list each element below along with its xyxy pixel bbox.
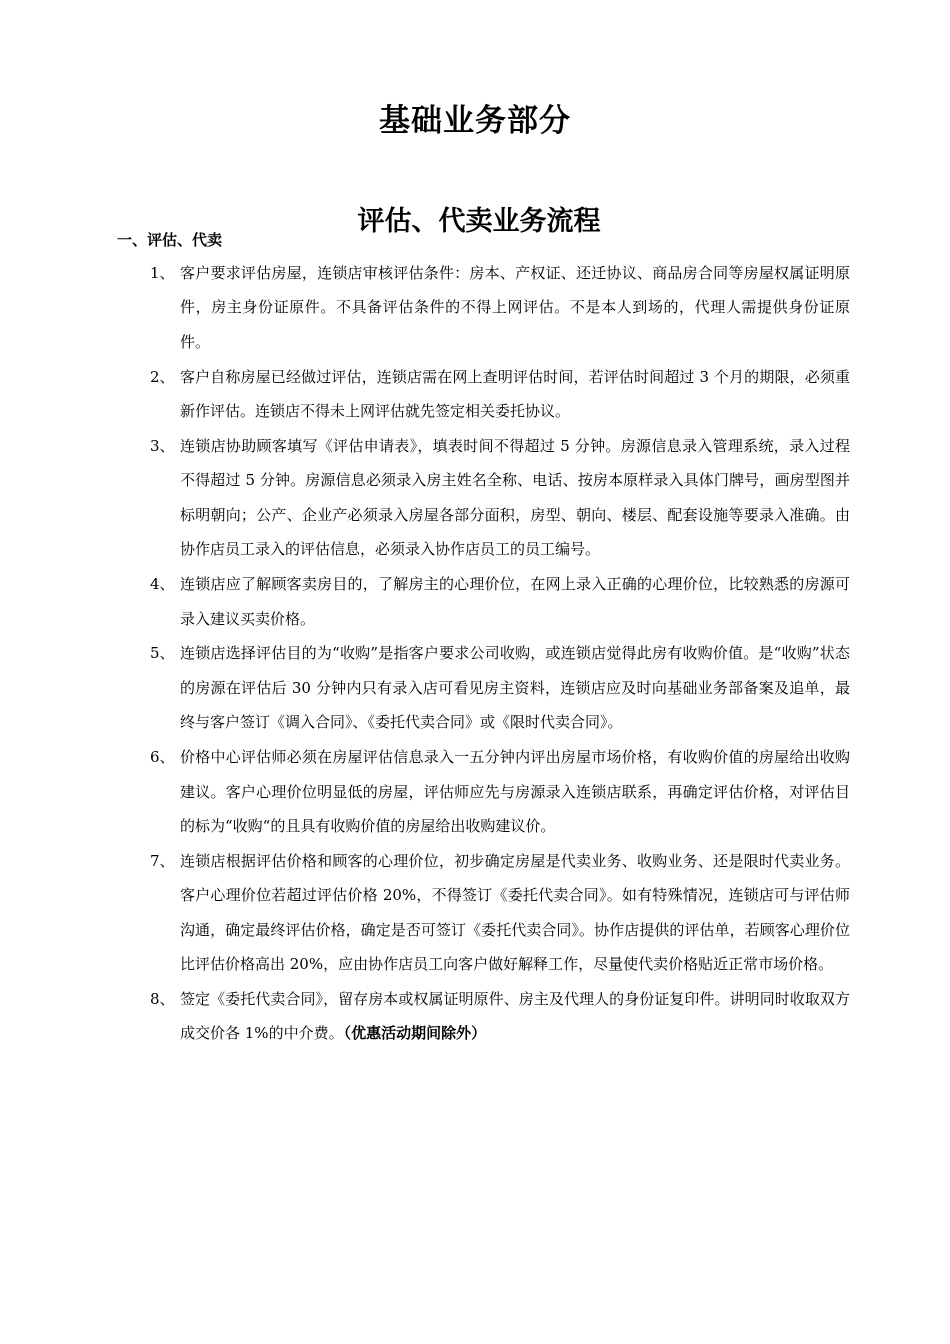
step-text-container (180, 982, 850, 1051)
process-step (150, 567, 850, 636)
process-steps-list (150, 256, 850, 1051)
step-text: 连锁店根据评估价格和顾客的心理价位，初步确定房屋是代卖业务、收购业务、还是限时代卖业务。客户心理价位若超过评估价格 20%，不得签订《委托代卖合同》。如有特殊情况，连锁店可与评估师沟通，确定最终评估价格，确定是否可签订《委托代卖合同》。协作店提供的评估单，若顾客心理价位比评估价格高出 20%，应由协作店员工向客户做好解释工作，尽量使代卖价格贴近正常市场价格。 (180, 851, 850, 974)
process-step (150, 360, 850, 429)
process-step (150, 740, 850, 843)
step-number: 7、 (150, 851, 175, 870)
step-text: 连锁店选择评估目的为“收购”是指客户要求公司收购，或连锁店觉得此房有收购价值。是“收购”状态的房源在评估后 30 分钟内只有录入店可看见房主资料，连锁店应及时向基础业务部备案及追单，最终与客户签订《调入合同》、《委托代卖合同》或《限时代卖合同》。 (180, 644, 850, 732)
step-number: 3、 (150, 437, 175, 456)
process-step (150, 256, 850, 359)
process-step (150, 636, 850, 739)
subheading: 一、评估、代卖 (117, 231, 223, 249)
page-title: 基础业务部分 (379, 102, 571, 139)
step-number: 4、 (150, 575, 175, 594)
step-text: 客户要求评估房屋，连锁店审核评估条件：房本、产权证、还迁协议、商品房合同等房屋权属证明原件，房主身份证原件。不具备评估条件的不得上网评估。不是本人到场的，代理人需提供身份证原件。 (180, 264, 850, 351)
step-number: 6、 (150, 748, 175, 767)
process-step (150, 844, 850, 982)
step-text: 价格中心评估师必须在房屋评估信息录入一五分钟内评出房屋市场价格，有收购价值的房屋给出收购建议。客户心理价位明显低的房屋，评估师应先与房源录入连锁店联系，再确定评估价格，对评估目的标为“收购“的且具有收购价值的房屋给出收购建议价。 (180, 748, 850, 835)
step-number: 8、 (150, 990, 175, 1009)
process-step (150, 429, 850, 567)
section-title: 评估、代卖业务流程 (357, 206, 601, 238)
step-emphasis-note: （优惠活动期间除外） (343, 1024, 487, 1043)
step-number: 5、 (150, 644, 175, 663)
step-number: 1、 (150, 264, 175, 282)
step-text: 客户自称房屋已经做过评估，连锁店需在网上查明评估时间，若评估时间超过 3 个月的期限，必须重新作评估。连锁店不得未上网评估就先签定相关委托协议。 (180, 367, 850, 421)
step-text: 连锁店应了解顾客卖房目的，了解房主的心理价位，在网上录入正确的心理价位，比较熟悉的房源可录入建议买卖价格。 (180, 575, 850, 628)
process-step (150, 982, 850, 1051)
step-text: 签定《委托代卖合同》，留存房本或权属证明原件、房主及代理人的身份证复印件。讲明同时收取双方成交价各 1%的中介费。 (180, 990, 850, 1043)
step-number: 2、 (150, 367, 175, 386)
step-text: 连锁店协助顾客填写《评估申请表》，填表时间不得超过 5 分钟。房源信息录入管理系统，录入过程不得超过 5 分钟。房源信息必须录入房主姓名全称、电话、按房本原样录入具体门牌号，画房型图并标明朝向；公产、企业产必须录入房屋各部分面积，房型、朝向、楼层、配套设施等要录入准确。由协作店员工录入的评估信息，必须录入协作店员工的员工编号。 (180, 437, 850, 559)
